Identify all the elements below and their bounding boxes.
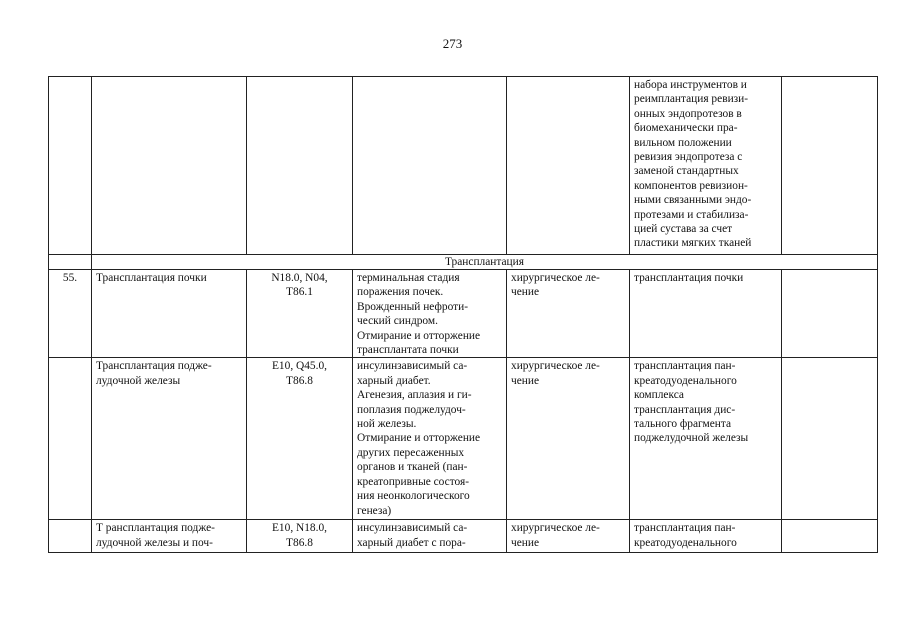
row-number-cell: 55.: [49, 270, 92, 358]
extra-cell: [782, 77, 878, 255]
icd-codes-cell: [247, 77, 353, 255]
section-header-row: [49, 255, 878, 270]
treatment-type-cell: [507, 77, 630, 255]
table-row: [49, 77, 878, 255]
section-title: Трансплантация: [92, 255, 878, 270]
row-number-cell: [49, 77, 92, 255]
row-number-cell: [49, 520, 92, 553]
page-number: 273: [442, 36, 463, 51]
treatment-method-cell: трансплантация пан- креатодуоденального: [630, 520, 782, 553]
treatment-method-cell: трансплантация пан- креатодуоденального комплекса трансплантация дис- тального фрагмента поджелудочной железы: [630, 358, 782, 520]
table-row: [49, 270, 878, 358]
icd-codes-cell: N18.0, N04, T86.1: [247, 270, 353, 358]
row-number-cell: [49, 358, 92, 520]
extra-cell: [782, 270, 878, 358]
extra-cell: [782, 358, 878, 520]
procedure-name-cell: Т рансплантация подже- лудочной железы и поч-: [92, 520, 247, 553]
treatment-method-cell: трансплантация почки: [630, 270, 782, 358]
treatment-method-cell: набора инструментов и реимплантация ревизи- онных эндопротезов в биомеханически пра- вильном положении ревизия эндопротеза с заменой стандартных компонентов ревизион- ными связанными эндо- протезами и стабилиза- цией сустава за счет пластики мягких тканей: [630, 77, 782, 255]
table-row: [49, 520, 878, 553]
treatment-type-cell: хирургическое ле- чение: [507, 270, 630, 358]
icd-codes-cell: E10, N18.0, T86.8: [247, 520, 353, 553]
patient-model-cell: инсулинзависимый са- харный диабет. Агенезия, аплазия и ги- поплазия поджелудоч- ной железы. Отмирание и отторжение других пересаженных органов и тканей (пан- креатопривные состоя- ния неонкологического генеза): [353, 358, 507, 520]
patient-model-cell: [353, 77, 507, 255]
patient-model-cell: терминальная стадия поражения почек. Врожденный нефроти- ческий синдром. Отмирание и отторжение трансплантата почки: [353, 270, 507, 358]
procedure-name-cell: Трансплантация почки: [92, 270, 247, 358]
patient-model-cell: инсулинзависимый са- харный диабет с пора-: [353, 520, 507, 553]
treatment-type-cell: хирургическое ле- чение: [507, 520, 630, 553]
procedure-name-cell: [92, 77, 247, 255]
extra-cell: [782, 520, 878, 553]
treatment-type-cell: хирургическое ле- чение: [507, 358, 630, 520]
icd-codes-cell: E10, Q45.0, T86.8: [247, 358, 353, 520]
row-number-cell: [49, 255, 92, 270]
treatment-table: [48, 76, 878, 553]
procedure-name-cell: Трансплантация подже- лудочной железы: [92, 358, 247, 520]
table-row: [49, 358, 878, 520]
